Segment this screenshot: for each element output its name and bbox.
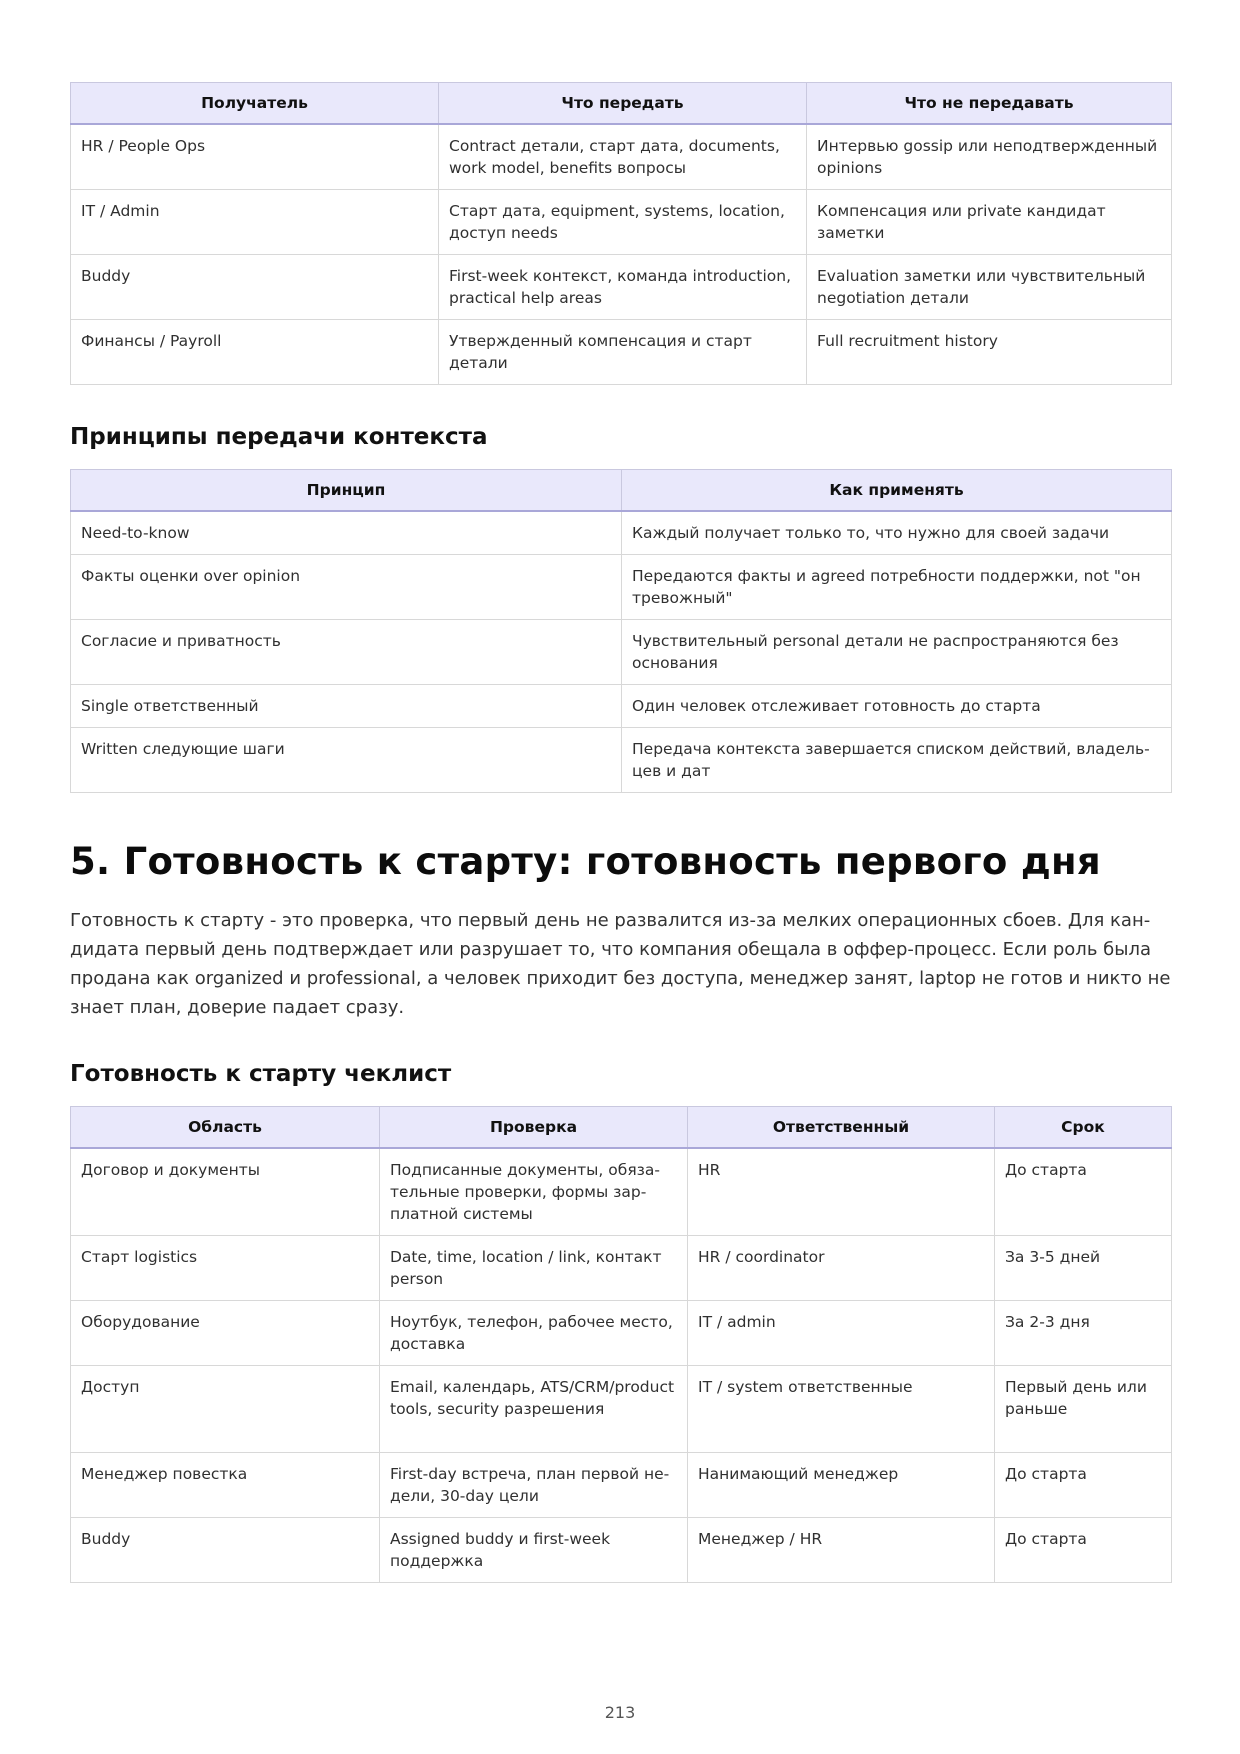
table-row	[71, 555, 1172, 620]
table-cell: Согласие и приватность	[71, 620, 622, 685]
table-cell: Date, time, location / link, контакт person	[380, 1236, 688, 1301]
column-header: Получатель	[71, 83, 439, 125]
table-cell: Доступ	[71, 1366, 380, 1453]
table-row	[71, 190, 1172, 255]
table-cell: Каждый получает только то, что нужно для своей задачи	[622, 511, 1172, 555]
table-cell: Подписанные документы, обязательные проверки, формы зарплатной системы	[380, 1148, 688, 1236]
table-cell: Оборудование	[71, 1301, 380, 1366]
table-cell: До старта	[995, 1148, 1172, 1236]
column-header: Проверка	[380, 1107, 688, 1149]
recipients-table	[70, 82, 1172, 385]
table-row	[71, 1366, 1172, 1453]
table-cell: IT / admin	[688, 1301, 995, 1366]
table-cell: IT / Admin	[71, 190, 439, 255]
table-cell: Чувствительный personal детали не распространяются без основания	[622, 620, 1172, 685]
table-cell: Договор и документы	[71, 1148, 380, 1236]
table-cell: Передача контекста завершается списком действий, владельцев и дат	[622, 728, 1172, 793]
table-cell: Need-to-know	[71, 511, 622, 555]
table-cell: Buddy	[71, 255, 439, 320]
table-row	[71, 511, 1172, 555]
column-header: Что передать	[439, 83, 807, 125]
table-row	[71, 1236, 1172, 1301]
table-row	[71, 1148, 1172, 1236]
section-heading: Готовность к старту чеклист	[70, 1061, 452, 1087]
table-row	[71, 320, 1172, 385]
table-row	[71, 124, 1172, 190]
table-cell: Ноутбук, телефон, рабочее место, доставка	[380, 1301, 688, 1366]
table-cell: HR / coordinator	[688, 1236, 995, 1301]
table-cell: До старта	[995, 1453, 1172, 1518]
table-header-row	[71, 1107, 1172, 1149]
table-cell: HR	[688, 1148, 995, 1236]
table-cell: HR / People Ops	[71, 124, 439, 190]
table-cell: First-week контекст, команда introduction, practical help areas	[439, 255, 807, 320]
intro-paragraph: Готовность к старту - это проверка, что первый день не развалится из-за мелких операционных сбоев. Для кандидата первый день подтверждает или разрушает то, что компания обещала в оффер-процесс. Если роль была продана как organized и professional, а человек приходит без доступа, менеджер занят, laptop не готов и никто не знает план, доверие падает сразу.	[70, 910, 1171, 1018]
table-cell: Старт logistics	[71, 1236, 380, 1301]
table-cell: Факты оценки over opinion	[71, 555, 622, 620]
principles-table	[70, 469, 1172, 793]
document-page	[70, 82, 1171, 1583]
table-row	[71, 1301, 1172, 1366]
table-cell: Written следующие шаги	[71, 728, 622, 793]
table-cell: Contract детали, старт дата, documents, work model, benefits вопросы	[439, 124, 807, 190]
table-cell: Утвержденный компенсация и старт детали	[439, 320, 807, 385]
table-cell: Менеджер повестка	[71, 1453, 380, 1518]
column-header: Ответственный	[688, 1107, 995, 1149]
column-header: Что не передавать	[807, 83, 1172, 125]
page-number: 213	[604, 1703, 636, 1722]
column-header: Принцип	[71, 470, 622, 512]
table-cell: За 2-3 дня	[995, 1301, 1172, 1366]
table-cell: Передаются факты и agreed потребности поддержки, not "он тревожный"	[622, 555, 1172, 620]
table-row	[71, 728, 1172, 793]
table-cell: IT / system ответственные	[688, 1366, 995, 1453]
chapter-heading: 5. Готовность к старту: готовность первого дня	[70, 840, 1101, 883]
section-heading: Принципы передачи контекста	[70, 424, 488, 450]
table-cell: Финансы / Payroll	[71, 320, 439, 385]
table-cell: За 3-5 дней	[995, 1236, 1172, 1301]
column-header: Область	[71, 1107, 380, 1149]
table-cell: Интервью gossip или неподтвержденный opinions	[807, 124, 1172, 190]
table-cell: First-day встреча, план первой недели, 30-day цели	[380, 1453, 688, 1518]
table-cell: Assigned buddy и first-week поддержка	[380, 1518, 688, 1583]
table-row	[71, 1518, 1172, 1583]
table-cell: Старт дата, equipment, systems, location, доступ needs	[439, 190, 807, 255]
table-row	[71, 1453, 1172, 1518]
table-cell: Single ответственный	[71, 685, 622, 728]
column-header: Срок	[995, 1107, 1172, 1149]
table-row	[71, 255, 1172, 320]
table-row	[71, 620, 1172, 685]
table-cell: Компенсация или private кандидат заметки	[807, 190, 1172, 255]
table-cell: Email, календарь, ATS/CRM/product tools, security разрешения	[380, 1366, 688, 1453]
table-cell: Evaluation заметки или чувствительный negotiation детали	[807, 255, 1172, 320]
table-cell: Первый день или раньше	[995, 1366, 1172, 1453]
table-cell: До старта	[995, 1518, 1172, 1583]
table-header-row	[71, 470, 1172, 512]
table-cell: Buddy	[71, 1518, 380, 1583]
table-cell: Один человек отслеживает готовность до старта	[622, 685, 1172, 728]
table-row	[71, 685, 1172, 728]
table-cell: Full recruitment history	[807, 320, 1172, 385]
table-cell: Менеджер / HR	[688, 1518, 995, 1583]
column-header: Как применять	[622, 470, 1172, 512]
checklist-table	[70, 1106, 1172, 1583]
table-cell: Нанимающий менеджер	[688, 1453, 995, 1518]
table-header-row	[71, 83, 1172, 125]
